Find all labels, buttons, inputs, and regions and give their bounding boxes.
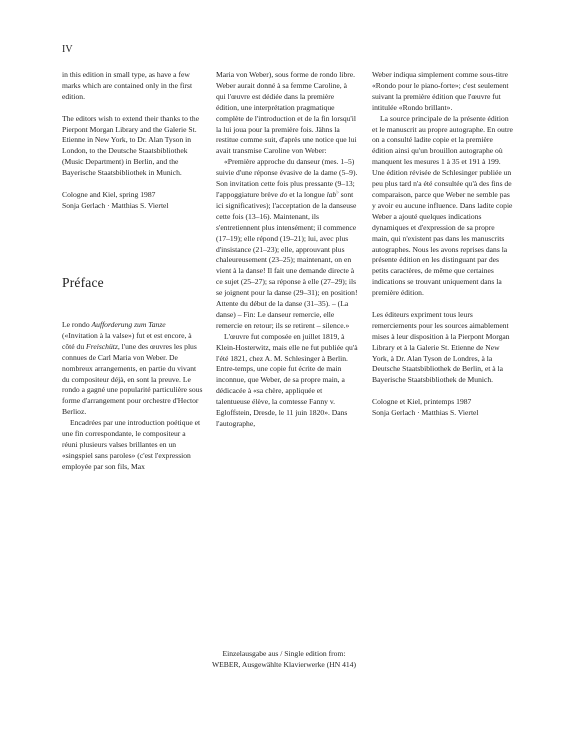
- english-postscript-column: [62, 70, 203, 212]
- footer-line: WEBER, Ausgewählte Klavierwerke (HN 414): [211, 659, 357, 669]
- page-number: IV: [62, 44, 73, 55]
- text-span: «Première approche du danseur (mes. 1–5) suivie d'une réponse évasive de la dame (5–9). Son invitation cette fois plus pressante (9–13; l'appoggiature brève: [216, 157, 358, 199]
- paragraph: Encadrées par une introduction poétique et une fin correspondante, le compositeur a réuni plusieurs valses brillantes en un «singspiel sans paroles» (c'est l'expression employée par son fils, Max: [62, 418, 201, 471]
- work-title: Aufforderung zum Tanze: [91, 320, 166, 329]
- preface-column-1: [62, 320, 203, 473]
- section-heading: Préface: [62, 275, 104, 290]
- paragraph: [62, 320, 203, 418]
- place-date: Cologne and Kiel, spring 1987: [62, 189, 156, 199]
- acknowledgements-paragraph: Les éditeurs expriment tous leurs remerciements pour les sources aimablement mises à leur disposition à la Pierpont Morgan Library et à la Galerie St. Etienne de New York, à Dr. Alan Tyson de Londres, à la Deutsche Staatsbibliothek de Berlin, et à la Bayerische Staatsbibliothek de Munich.: [372, 309, 510, 385]
- edition-footer: [0, 649, 568, 671]
- sources-paragraph: La source principale de la présente édition et le manuscrit au propre autographe. En outre on a consulté ladite copie et la première édition ainsi qu'un brouillon autographe où manquent les mesures 1 à 35 et 191 à 199. Une édition révisée de Schlesinger publiée un peu plus tard n'a été consultée qu'à des fins de comparaison, parce que Weber ne semble pas y avoir eu aucune influence. Dans ladite copie Weber a ajouté quelques indications dynamiques et d'expression de sa propre main, qui n'existent pas dans les manuscrits autographes. Nous les avons reprises dans la présente édition en les distinguant par des petits caractères, de même que certaines indications se trouvant uniquement dans la première édition.: [372, 113, 513, 298]
- paragraph: Maria von Weber), sous forme de rondo libre. Weber aurait donné à sa femme Caroline, à qui l'œuvre est dédiée dans la première édition, une interprétation pragmatique complète de l'introduction et de la fin lorsqu'il la lui joua pour la première fois. Jähns la restitue comme suit, d'après une notice que lui avait transmise Caroline von Weber:: [216, 70, 357, 156]
- text-span: sont ici significatives); l'acceptation de la danseuse cette fois (13–16). Maintenant, ils s'entretiennent plus intensément; il commence (17–19); elle répond (19–21); lui, avec plus d'insistance (21–23); elle, approuvant plus chaleureusement (23–25); maintenant, on en vient à la danse! Il fait une demande directe à ce sujet (25–27); sa réponse à elle (27–29); ils se joignent pour la danse (29–31); en position! Attente du début de la danse (31–35). – (La danse) – Fin: Le danseur remercie, elle remercie en retour; ils se retirent – silence.»: [216, 189, 358, 330]
- place-date: Cologne et Kiel, printemps 1987: [372, 397, 472, 407]
- paragraph: L'œuvre fut composée en juillet 1819, à Klein-Hosterwitz, mais elle ne fut publiée qu'à l'été 1821, chez A. M. Schlesinger à Berlin. Entre-temps, une copie fut écrite de main inconnue, que Weber, de sa propre main, a dédicacée à «sa chère, appliquée et talentueuse élève, la comtesse Fanny v. Egloffstein, Dresde, le 11 juin 1820». Dans l'autographe,: [216, 331, 358, 428]
- preface-column-3: [372, 70, 513, 419]
- text-span: Le rondo: [62, 320, 92, 329]
- note-name: lab: [326, 189, 337, 199]
- footer-line: Einzelausgabe aus / Single edition from:: [222, 649, 346, 658]
- text-span: , l'une des œuvres les plus connues de Carl Maria von Weber. De nombreux arrangements, en partie du vivant du compositeur déjà, en sont la preuve. Le rondo a gagné une popularité particulière sous forme d'arrangement pour orchestre d'Hector Berlioz.: [62, 341, 203, 417]
- editors-signature: Sonja Gerlach · Matthias S. Viertel: [372, 408, 479, 418]
- text-span: («Invitation à la valse») fut et est encore, à côté du: [62, 330, 192, 351]
- program-quote: [216, 157, 358, 332]
- acknowledgements-paragraph: The editors wish to extend their thanks to the Pierpont Morgan Library and the Galerie St. Etienne in New York, to Dr. Alan Tyson in London, to the Deutsche Staatsbibliothek (Music Department) in Berlin, and the Bayerische Staatsbibliothek in Munich.: [62, 113, 200, 178]
- flat-icon: ♭: [336, 190, 339, 196]
- note-name: do: [279, 189, 288, 199]
- text-span: et la longue: [287, 189, 327, 199]
- editors-signature: Sonja Gerlach · Matthias S. Viertel: [62, 200, 169, 210]
- opera-title: Freischütz: [86, 341, 118, 351]
- paragraph: in this edition in small type, as have a few marks which are contained only in the first edition.: [62, 70, 193, 101]
- paragraph: Weber indiqua simplement comme sous-titre «Rondo pour le piano-forte»; c'est seulement suivant la première édition que l'œuvre fut intitulée «Rondo brillant».: [372, 70, 509, 112]
- preface-column-2: [216, 70, 358, 430]
